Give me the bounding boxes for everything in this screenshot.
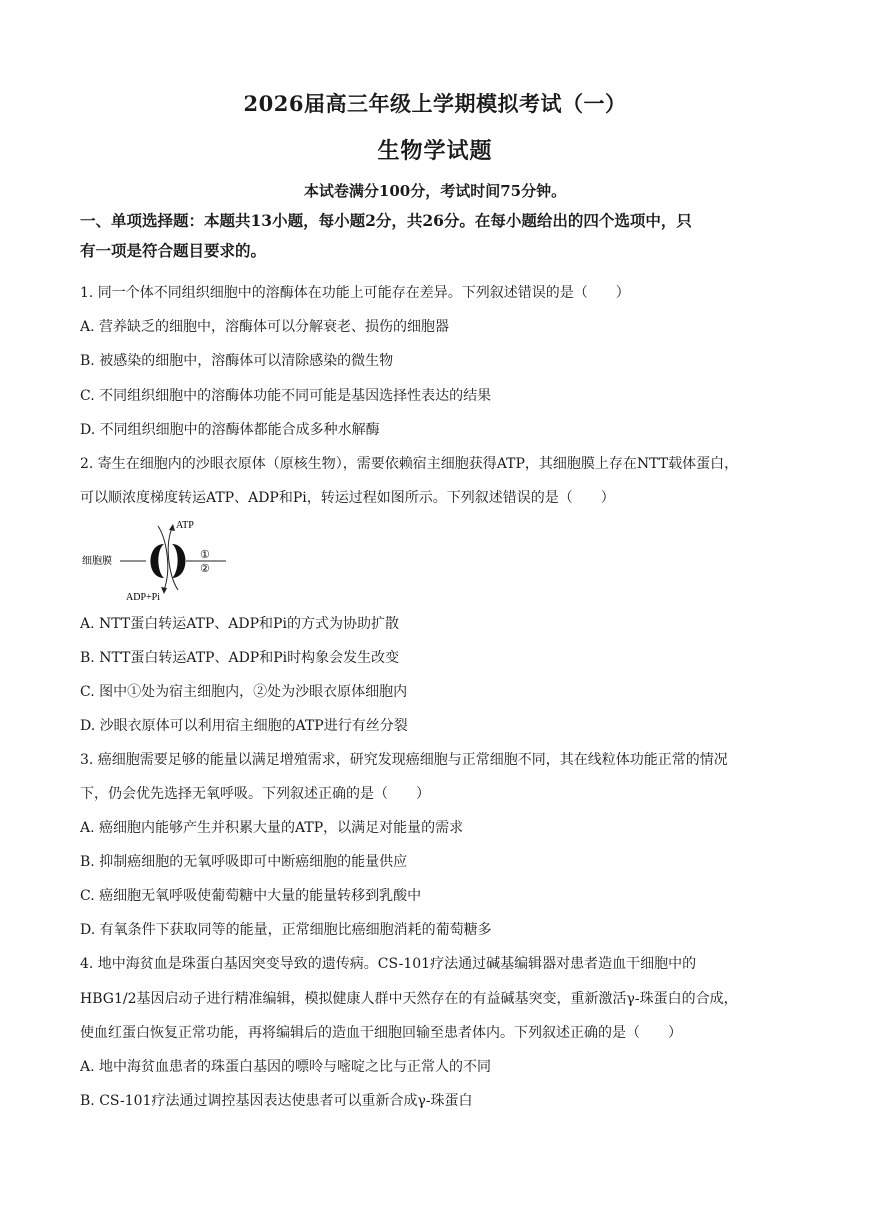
q3-option-a: A. 癌细胞内能够产生并积累大量的ATP，以满足对能量的需求: [80, 820, 464, 836]
q4-stem-line2: HBG1/2基因启动子进行精准编辑，模拟健康人群中天然存在的有益碱基突变，重新激活γ-珠蛋白的合成，: [80, 991, 738, 1007]
ntt-protein-left: [151, 544, 165, 578]
q2-option-c: C. 图中①处为宿主细胞内，②处为沙眼衣原体细胞内: [80, 684, 408, 700]
label-adp-pi: ADP+Pi: [126, 592, 160, 603]
q4-option-a: A. 地中海贫血患者的珠蛋白基因的嘌呤与嘧啶之比与正常人的不同: [80, 1059, 492, 1075]
section-heading: [80, 206, 796, 266]
ntt-protein-right: [172, 544, 186, 578]
q3-option-b: B. 抑制癌细胞的无氧呼吸即可中断癌细胞的能量供应: [80, 854, 408, 870]
subject-title: 生物学试题: [377, 138, 493, 164]
exam-note: 本试卷满分100分，考试时间75分钟。: [303, 182, 567, 200]
q2-option-d: D. 沙眼衣原体可以利用宿主细胞的ATP进行有丝分裂: [80, 718, 408, 734]
q3-option-d: D. 有氧条件下获取同等的能量，正常细胞比癌细胞消耗的葡萄糖多: [80, 922, 492, 938]
atp-in-arrow: [158, 526, 168, 590]
exam-title: 2026届高三年级上学期模拟考试（一）: [243, 91, 627, 116]
q1-option-a: A. 营养缺乏的细胞中，溶酶体可以分解衰老、损伤的细胞器: [80, 319, 450, 335]
section-heading-line1: 一、单项选择题：本题共13小题，每小题2分，共26分。在每小题给出的四个选项中，只: [80, 211, 692, 230]
q4-stem-line1: 4. 地中海贫血是珠蛋白基因突变导致的遗传病。CS-101疗法通过碱基编辑器对患者造血干细胞中的: [80, 956, 697, 972]
section-heading-line2: 有一项是符合题目要求的。: [80, 241, 267, 260]
label-atp: ATP: [176, 520, 194, 531]
q1-option-d: D. 不同组织细胞中的溶酶体都能合成多种水解酶: [80, 422, 380, 438]
q4-stem-line3: 使血红蛋白恢复正常功能，再将编辑后的造血干细胞回输至患者体内。下列叙述正确的是（ ）: [80, 1025, 682, 1041]
label-side-1: ①: [200, 549, 210, 561]
q2-stem-line2: 可以顺浓度梯度转运ATP、ADP和Pi，转运过程如图所示。下列叙述错误的是（ ）: [80, 490, 615, 506]
q1-option-c: C. 不同组织细胞中的溶酶体功能不同可能是基因选择性表达的结果: [80, 388, 492, 404]
q2-stem-line1: 2. 寄生在细胞内的沙眼衣原体（原核生物），需要依赖宿主细胞获得ATP，其细胞膜上存在NTT载体蛋白，: [80, 456, 739, 472]
adp-arrowhead: [169, 524, 175, 531]
q1-option-b: B. 被感染的细胞中，溶酶体可以清除感染的微生物: [80, 353, 394, 369]
q2-option-b: B. NTT蛋白转运ATP、ADP和Pi时构象会发生改变: [80, 650, 400, 666]
atp-arrowhead: [161, 587, 167, 594]
q1-stem: 1. 同一个体不同组织细胞中的溶酶体在功能上可能存在差异。下列叙述错误的是（ ）: [80, 285, 630, 301]
q2-option-a: A. NTT蛋白转运ATP、ADP和Pi的方式为协助扩散: [80, 616, 399, 632]
label-cell-membrane: 细胞膜: [82, 556, 112, 567]
adp-out-arrow: [168, 528, 178, 590]
q3-stem-line2: 下，仍会优先选择无氧呼吸。下列叙述正确的是（ ）: [80, 786, 430, 802]
q3-stem-line1: 3. 癌细胞需要足够的能量以满足增殖需求，研究发现癌细胞与正常细胞不同，其在线粒体功能正常的情况: [80, 752, 728, 768]
ntt-transport-diagram: [80, 514, 240, 604]
q3-option-c: C. 癌细胞无氧呼吸使葡萄糖中大量的能量转移到乳酸中: [80, 888, 422, 904]
label-side-2: ②: [200, 563, 210, 575]
q4-option-b: B. CS-101疗法通过调控基因表达使患者可以重新合成γ-珠蛋白: [80, 1093, 473, 1109]
